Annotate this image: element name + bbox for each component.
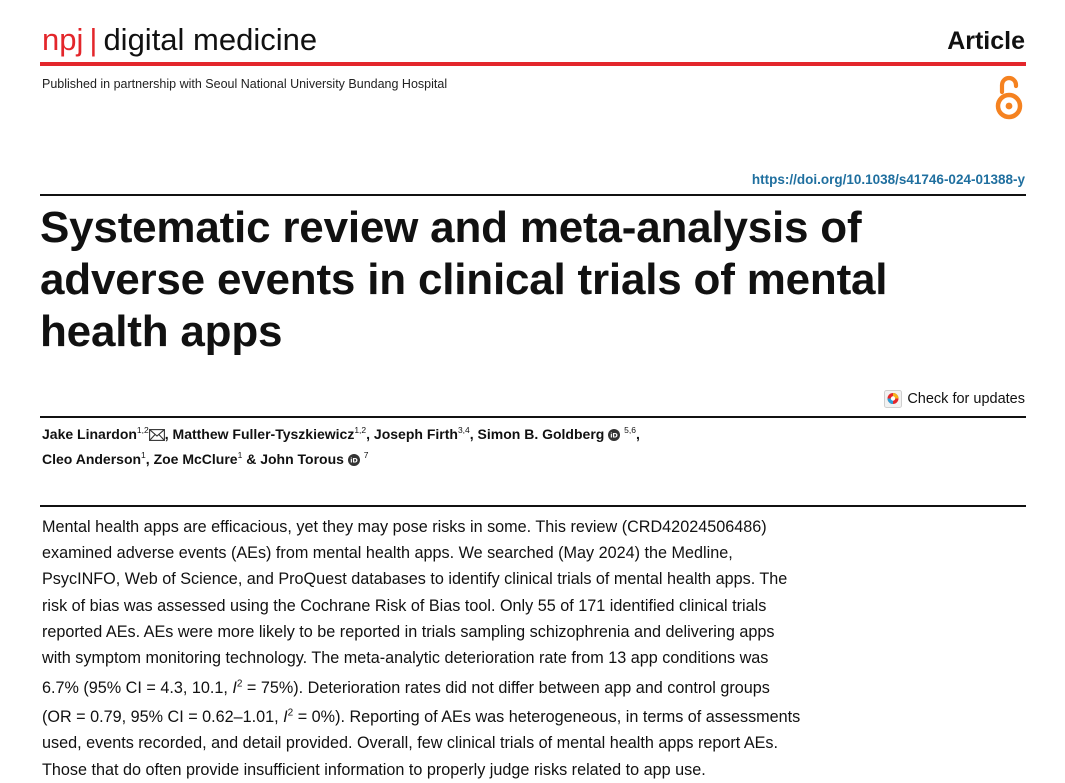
abstract-line: 6.7% (95% CI = 4.3, 10.1, $I^2 = 75\%$). Deterioration rates did not differ between app and control groups (42, 678, 770, 697)
svg-text:iD: iD (350, 456, 358, 465)
mail-icon[interactable] (149, 429, 165, 441)
author-name: Matthew Fuller-Tyszkiewicz (172, 426, 355, 442)
open-access-icon (993, 72, 1025, 122)
abstract-line: reported AEs. AEs were more likely to be reported in trials sampling schizophrenia and delivering apps (42, 622, 775, 641)
author-name: Zoe McClure (153, 451, 238, 467)
author-name: Joseph Firth (373, 426, 458, 442)
journal-name (42, 22, 317, 58)
author[interactable] (374, 426, 470, 442)
abstract-line: with symptom monitoring technology. The meta-analytic deterioration rate from 13 app conditions was (42, 649, 769, 668)
journal-title: digital medicine (103, 22, 318, 57)
author-name: Simon B. Goldberg (477, 426, 605, 442)
author-affiliation: 1,2 (354, 425, 367, 435)
orcid-icon[interactable] (348, 454, 360, 466)
author-affiliation: 7 (363, 450, 369, 460)
author[interactable] (478, 426, 636, 442)
crossmark-icon (884, 390, 902, 408)
partnership-note: Published in partnership with Seoul National University Bundang Hospital (42, 77, 448, 91)
doi-link[interactable]: https://doi.org/10.1038/s41746-024-01388-y (751, 172, 1025, 187)
author[interactable] (42, 426, 165, 442)
svg-text:iD: iD (610, 431, 619, 440)
article-title: Systematic review and meta-analysis of adverse events in clinical trials of mental health apps (40, 203, 888, 356)
author-list: Jake Linardon$^{1,2}$ , Matthew Fuller-Tyszkiewicz$^{1,2}$, Joseph Firth$^{3,4}$, Simon B. Goldberg iD $^{5,6}$, Cleo Anderson$^1$, Zoe McClure$^1$ & John Torous iD $^7$ (42, 425, 640, 467)
abstract-line: Mental health apps are efficacious, yet they may pose risks in some. This review (CRD42024506486) (42, 518, 767, 536)
author-affiliation: 1 (237, 450, 243, 460)
abstract-line: used, events recorded, and detail provided. Overall, few clinical trials of mental health apps report AEs. (42, 734, 779, 753)
journal-prefix: npj (42, 22, 84, 57)
author[interactable] (260, 451, 368, 467)
check-for-updates-label: Check for updates (907, 391, 1025, 407)
author[interactable] (154, 451, 243, 467)
abstract-line: risk of bias was assessed using the Cochrane Risk of Bias tool. Only 55 of 171 identified clinical trials (42, 596, 767, 615)
article-type: Article (947, 27, 1025, 55)
abstract-line: Those that do often provide insufficient information to properly judge risks related to app use. (42, 760, 706, 779)
orcid-icon[interactable] (608, 429, 620, 441)
abstract-line: examined adverse events (AEs) from mental health apps. We searched (May 2024) the Medline, (42, 544, 733, 563)
author-name: Jake Linardon (42, 426, 137, 442)
abstract-line: PsycINFO, Web of Science, and ProQuest databases to identify clinical trials of mental health apps. The (42, 570, 788, 589)
author-affiliation: 1,2 (136, 425, 149, 435)
authors-top-rule (40, 416, 1026, 418)
author[interactable] (42, 451, 146, 467)
author-name: John Torous (260, 451, 344, 467)
author-affiliation: 1 (141, 450, 146, 460)
abstract-line: (OR = 0.79, 95% CI = 0.62–1.01, $I^2 = 0\%$). Reporting of AEs was heterogeneous, in terms of assessments (42, 707, 801, 727)
header-rule (40, 62, 1026, 66)
check-for-updates-button[interactable] (884, 390, 1025, 408)
journal-separator: | (89, 22, 98, 57)
author-name: Cleo Anderson (42, 451, 142, 467)
abstract (42, 514, 882, 783)
author-affiliation: 3,4 (457, 425, 470, 435)
title-top-rule (40, 194, 1026, 196)
abstract-top-rule (40, 505, 1026, 507)
author-affiliation: 5,6 (624, 425, 636, 435)
author[interactable] (173, 426, 367, 442)
